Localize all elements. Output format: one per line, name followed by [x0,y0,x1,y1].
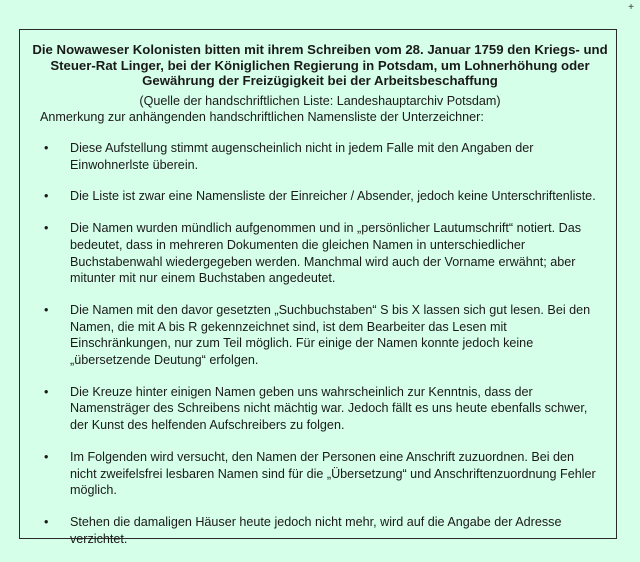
bullet-text: Die Liste ist zwar eine Namensliste der Einreicher / Absender, jedoch keine Unterschriftenliste. [70,189,596,204]
bullet-icon: • [44,384,49,399]
bullet-item [44,140,604,173]
document-title: Die Nowaweser Kolonisten bitten mit ihrem Schreiben vom 28. Januar 1759 den Kriegs- und Steuer-Rat Linger, bei der Königlichen Regierung in Potsdam, um Lohnerhöhung oder Gewährung der Freizügigkeit bei der Arbeitsbeschaffung [32,42,608,88]
bullet-icon: • [44,141,49,155]
bullet-text: Die Kreuze hinter einigen Namen geben uns wahrscheinlich zur Kenntnis, dass der Namensträger des Schreibens nicht mächtig war. Jedoch fällt es uns heute ebenfalls schwer, der Kunst des helfenden Aufschreibers zu folgen. [70,384,588,433]
bullet-text: Diese Aufstellung stimmt augenscheinlich nicht in jedem Falle mit den Angaben der Einwohnerlste überein. [70,141,534,172]
bullet-item [44,220,604,287]
bullet-list [44,140,604,562]
bullet-icon: • [44,189,49,204]
bullet-item [44,514,604,547]
corner-mark: + [628,2,634,13]
bullet-item [44,302,604,369]
bullet-text: Die Namen wurden mündlich aufgenommen und in „persönlicher Lautumschrift“ notiert. Das bedeutet, dass in mehreren Dokumenten die gleichen Namen in unterschiedlicher Buchstabenwahl wiedergegeben werden. Manchmal wird auch der Vorname erwähnt; aber mitunter mit nur einem Buchstaben angedeutet. [70,221,581,286]
bullet-icon: • [44,514,49,529]
bullet-icon: • [44,449,49,464]
bullet-icon: • [44,221,49,236]
bullet-text: Die Namen mit den davor gesetzten „Suchbuchstaben“ S bis X lassen sich gut lesen. Bei den Namen, die mit A bis R gekennzeichnet sind, ist dem Bearbeiter das Lesen mit Einschränkungen, nur zum Teil möglich. Für einige der Namen konnte jedoch keine „übersetzende Deutung“ erfolgen. [70,302,591,368]
remark-heading: Anmerkung zur anhängenden handschriftlichen Namensliste der Unterzeichner: [40,110,484,124]
bullet-text: Stehen die damaligen Häuser heute jedoch nicht mehr, wird auf die Angabe der Adresse verzichtet. [70,514,562,546]
bullet-item [44,188,604,205]
source-note: (Quelle der handschriftlichen Liste: Landeshauptarchiv Potsdam) [139,94,501,108]
bullet-item [44,384,604,434]
bullet-icon: • [44,302,49,317]
bullet-item [44,449,604,499]
bullet-text: Im Folgenden wird versucht, den Namen der Personen eine Anschrift zuzuordnen. Bei den nicht zweifelsfrei lesbaren Namen sind für die „Übersetzung“ und Anschriftenzuordnung Fehler möglich. [70,449,596,498]
